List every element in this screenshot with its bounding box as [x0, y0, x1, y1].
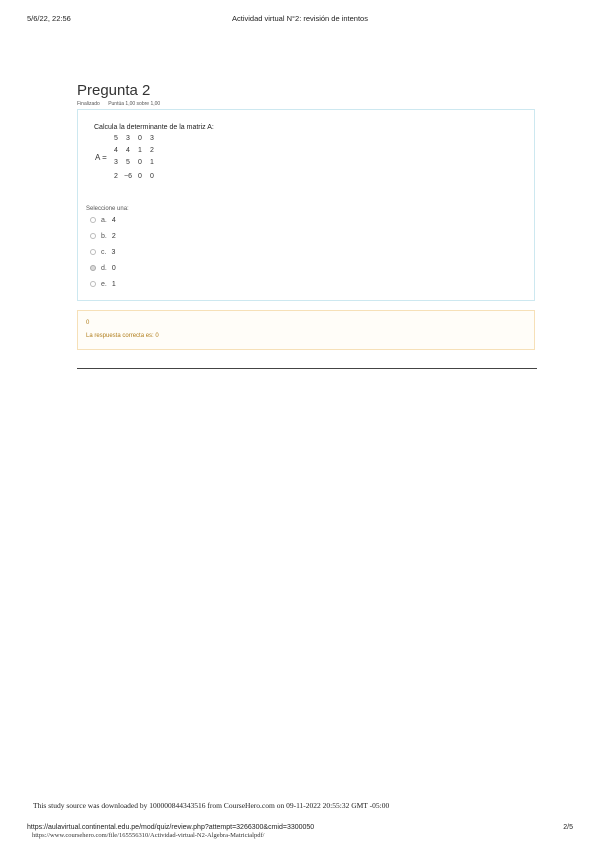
- option-a[interactable]: [90, 217, 116, 229]
- matrix-cell: 5: [126, 159, 130, 166]
- matrix-cell: 3: [150, 135, 154, 142]
- feedback-box: [77, 310, 535, 350]
- page-url[interactable]: https://aulavirtual.continental.edu.pe/mod/quiz/review.php?attempt=3266300&cmid=3300050: [27, 824, 315, 831]
- option-e[interactable]: [90, 281, 116, 293]
- divider: [77, 368, 537, 369]
- matrix-cell: 4: [114, 147, 118, 154]
- feedback-answer: 0: [86, 320, 90, 326]
- radio-icon[interactable]: [90, 249, 96, 255]
- question-text: Calcula la determinante de la matriz A:: [94, 124, 214, 131]
- option-value: 0: [111, 265, 116, 272]
- option-value: 3: [111, 249, 116, 256]
- radio-icon[interactable]: [90, 217, 96, 223]
- option-value: 1: [111, 281, 116, 288]
- option-letter: e.: [101, 281, 107, 288]
- print-title: Actividad virtual N°2: revisión de intentos: [232, 14, 368, 23]
- matrix-cell: 0: [138, 135, 142, 142]
- print-date: 5/6/22, 22:56: [27, 14, 71, 23]
- option-value: 2: [111, 233, 116, 240]
- radio-icon[interactable]: [90, 281, 96, 287]
- option-d[interactable]: [90, 265, 116, 277]
- question-title: Pregunta 2: [77, 82, 151, 99]
- option-value: 4: [111, 217, 116, 224]
- radio-checked-icon[interactable]: [90, 265, 96, 271]
- matrix-cell: 1: [138, 147, 142, 154]
- matrix-cell: 3: [126, 135, 130, 142]
- matrix: [110, 135, 160, 185]
- question-box: [77, 109, 535, 301]
- matrix-cell: 3: [114, 159, 118, 166]
- coursehero-url[interactable]: https://www.coursehero.com/file/165556310/Actividad-virtual-N2-Algebra-Matricialpdf/: [32, 832, 265, 839]
- question-status: Finalizado: [77, 101, 100, 107]
- option-b[interactable]: [90, 233, 116, 245]
- select-label: Seleccione una:: [86, 206, 129, 212]
- matrix-cell: 0: [150, 173, 154, 180]
- option-letter: d.: [101, 265, 107, 272]
- option-letter: b.: [101, 233, 107, 240]
- page-number: 2/5: [563, 824, 573, 831]
- matrix-cell: 0: [138, 159, 142, 166]
- radio-icon[interactable]: [90, 233, 96, 239]
- question-meta: [77, 101, 160, 107]
- matrix-cell: 2: [150, 147, 154, 154]
- option-letter: a.: [101, 217, 107, 224]
- matrix-cell: 4: [126, 147, 130, 154]
- feedback-correct-answer: La respuesta correcta es: 0: [86, 333, 159, 339]
- matrix-cell: 2: [114, 173, 118, 180]
- matrix-label: A =: [95, 153, 107, 162]
- print-header: [27, 14, 573, 26]
- matrix-cell: −6: [124, 173, 132, 180]
- option-letter: c.: [101, 249, 107, 256]
- matrix-cell: 0: [138, 173, 142, 180]
- option-c[interactable]: [90, 249, 115, 261]
- matrix-cell: 5: [114, 135, 118, 142]
- matrix-cell: 1: [150, 159, 154, 166]
- question-score: Puntúa 1,00 sobre 1,00: [108, 101, 161, 107]
- download-note: This study source was downloaded by 100000844343516 from CourseHero.com on 09-11-2022 20:55:32 GMT -05:00: [33, 801, 390, 810]
